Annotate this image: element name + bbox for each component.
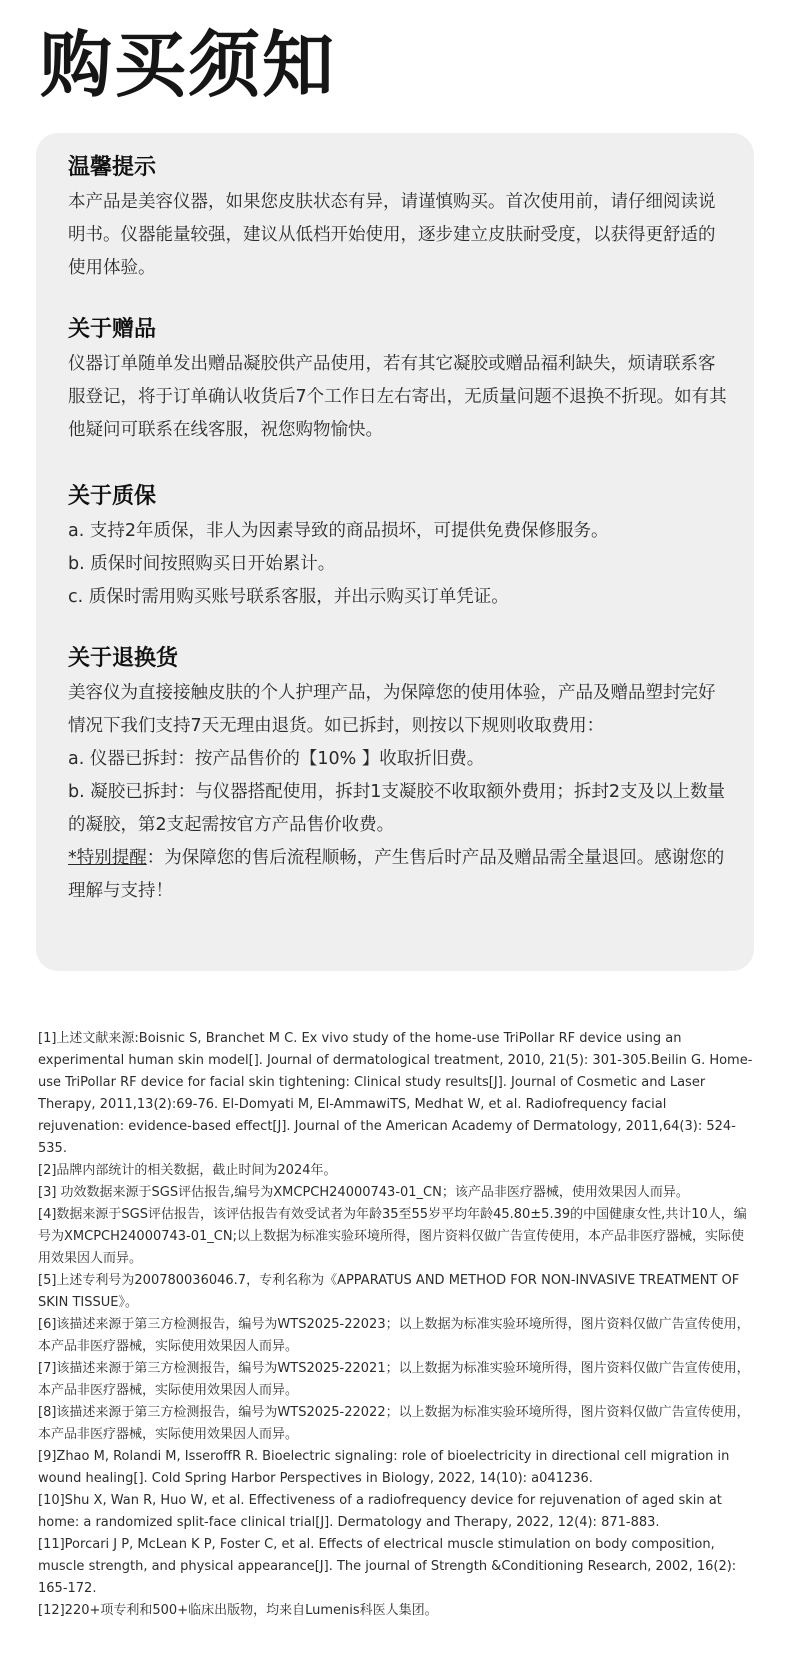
returns-item-b: b. 凝胶已拆封：与仪器搭配使用，拆封1支凝胶不收取额外费用；拆封2支及以上数量的凝胶，第2支起需按官方产品售价收费。 xyxy=(68,782,725,835)
page-title: 购买须知 xyxy=(40,23,337,107)
reference-item: [11]Porcari J P, McLean K P, Foster C, et al. Effects of electrical muscle stimulation on body composition, muscle strength, and physical appearance[J]. The journal of Strength &Conditioning Research, 2002, 16(2): 165-172. xyxy=(38,1537,737,1596)
section-heading-gifts: 关于赠品 xyxy=(68,317,157,342)
tips-paragraph: 本产品是美容仪器，如果您皮肤状态有异，请谨慎购买。首次使用前，请仔细阅读说明书。仪器能量较强，建议从低档开始使用，逐步建立皮肤耐受度，以获得更舒适的使用体验。 xyxy=(68,192,716,278)
warranty-item-a: a. 支持2年质保，非人为因素导致的商品损坏，可提供免费保修服务。 xyxy=(68,521,609,541)
special-note-label: *特别提醒 xyxy=(68,848,147,868)
purchase-notice-card xyxy=(36,133,754,971)
reference-item: [7]该描述来源于第三方检测报告，编号为WTS2025-22021；以上数据为标准实验环境所得，图片资料仅做广告宣传使用，本产品非医疗器械，实际使用效果因人而异。 xyxy=(38,1361,750,1398)
section-body-warranty xyxy=(68,515,728,614)
gifts-paragraph: 仪器订单随单发出赠品凝胶供产品使用，若有其它凝胶或赠品福利缺失，烦请联系客服登记，将于订单确认收货后7个工作日左右寄出，无质量问题不退换不折现。如有其他疑问可联系在线客服，祝您购物愉快。 xyxy=(68,354,727,440)
reference-item: [8]该描述来源于第三方检测报告，编号为WTS2025-22022；以上数据为标准实验环境所得，图片资料仅做广告宣传使用，本产品非医疗器械，实际使用效果因人而异。 xyxy=(38,1405,750,1442)
reference-item: [9]Zhao M, Rolandi M, IsseroffR R. Bioelectric signaling: role of bioelectricity in directional cell migration in wound healing[]. Cold Spring Harbor Perspectives in Biology, 2022, 14(10): a041236. xyxy=(38,1449,730,1486)
section-body-gifts xyxy=(68,348,728,447)
returns-note xyxy=(68,842,728,908)
reference-item: [1]上述文献来源:Boisnic S, Branchet M C. Ex vivo study of the home-use TriPollar RF device using an experimental human skin model[]. Journal of dermatological treatment, 2010, 21(5): 301-305.Beilin G. Home-use TriPollar RF device for facial skin tightening: Clinical study results[J]. Journal of Cosmetic and Laser Therapy, 2011,13(2):69-76. El-Domyati M, El-AmmawiTS, Medhat W, et al. Radiofrequency facial rejuvenation: evidence-based effect[J]. Journal of the American Academy of Dermatology, 2011,64(3): 524-535. xyxy=(38,1031,753,1156)
returns-item-a: a. 仪器已拆封：按产品售价的【10% 】收取折旧费。 xyxy=(68,749,485,769)
returns-intro: 美容仪为直接接触皮肤的个人护理产品，为保障您的使用体验，产品及赠品塑封完好情况下我们支持7天无理由退货。如已拆封，则按以下规则收取费用： xyxy=(68,683,716,736)
section-heading-tips: 温馨提示 xyxy=(68,155,157,180)
reference-item: [4]数据来源于SGS评估报告，该评估报告有效受试者为年龄35至55岁平均年龄45.80±5.39的中国健康女性,共计10人，编号为XMCPCH24000743-01_CN;以上数据为标准实验环境所得，图片资料仅做广告宣传使用，本产品非医疗器械，实际使用效果因人而异。 xyxy=(38,1207,747,1266)
section-heading-warranty: 关于质保 xyxy=(68,484,157,509)
reference-item: [3] 功效数据来源于SGS评估报告,编号为XMCPCH24000743-01_CN；该产品非医疗器械，使用效果因人而异。 xyxy=(38,1185,689,1200)
reference-item: [5]上述专利号为200780036046.7，专利名称为《APPARATUS AND METHOD FOR NON-INVASIVE TREATMENT OF SKIN TISSUE》。 xyxy=(38,1273,740,1310)
section-body-tips xyxy=(68,186,728,285)
warranty-item-b: b. 质保时间按照购买日开始累计。 xyxy=(68,554,336,574)
reference-item: [2]品牌内部统计的相关数据，截止时间为2024年。 xyxy=(38,1163,337,1178)
section-body-returns xyxy=(68,677,728,908)
reference-item: [10]Shu X, Wan R, Huo W, et al. Effectiveness of a radiofrequency device for rejuvenation of aged skin at home: a randomized split-face clinical trial[J]. Dermatology and Therapy, 2022, 12(4): 871-883. xyxy=(38,1493,722,1530)
reference-item: [6]该描述来源于第三方检测报告，编号为WTS2025-22023；以上数据为标准实验环境所得，图片资料仅做广告宣传使用，本产品非医疗器械，实际使用效果因人而异。 xyxy=(38,1317,750,1354)
reference-item: [12]220+项专利和500+临床出版物，均来自Lumenis科医人集团。 xyxy=(38,1603,438,1618)
references-list xyxy=(38,1028,756,1622)
special-note-text: ：为保障您的售后流程顺畅，产生售后时产品及赠品需全量退回。感谢您的理解与支持！ xyxy=(68,848,725,901)
warranty-item-c: c. 质保时需用购买账号联系客服，并出示购买订单凭证。 xyxy=(68,587,509,607)
section-heading-returns: 关于退换货 xyxy=(68,646,179,671)
